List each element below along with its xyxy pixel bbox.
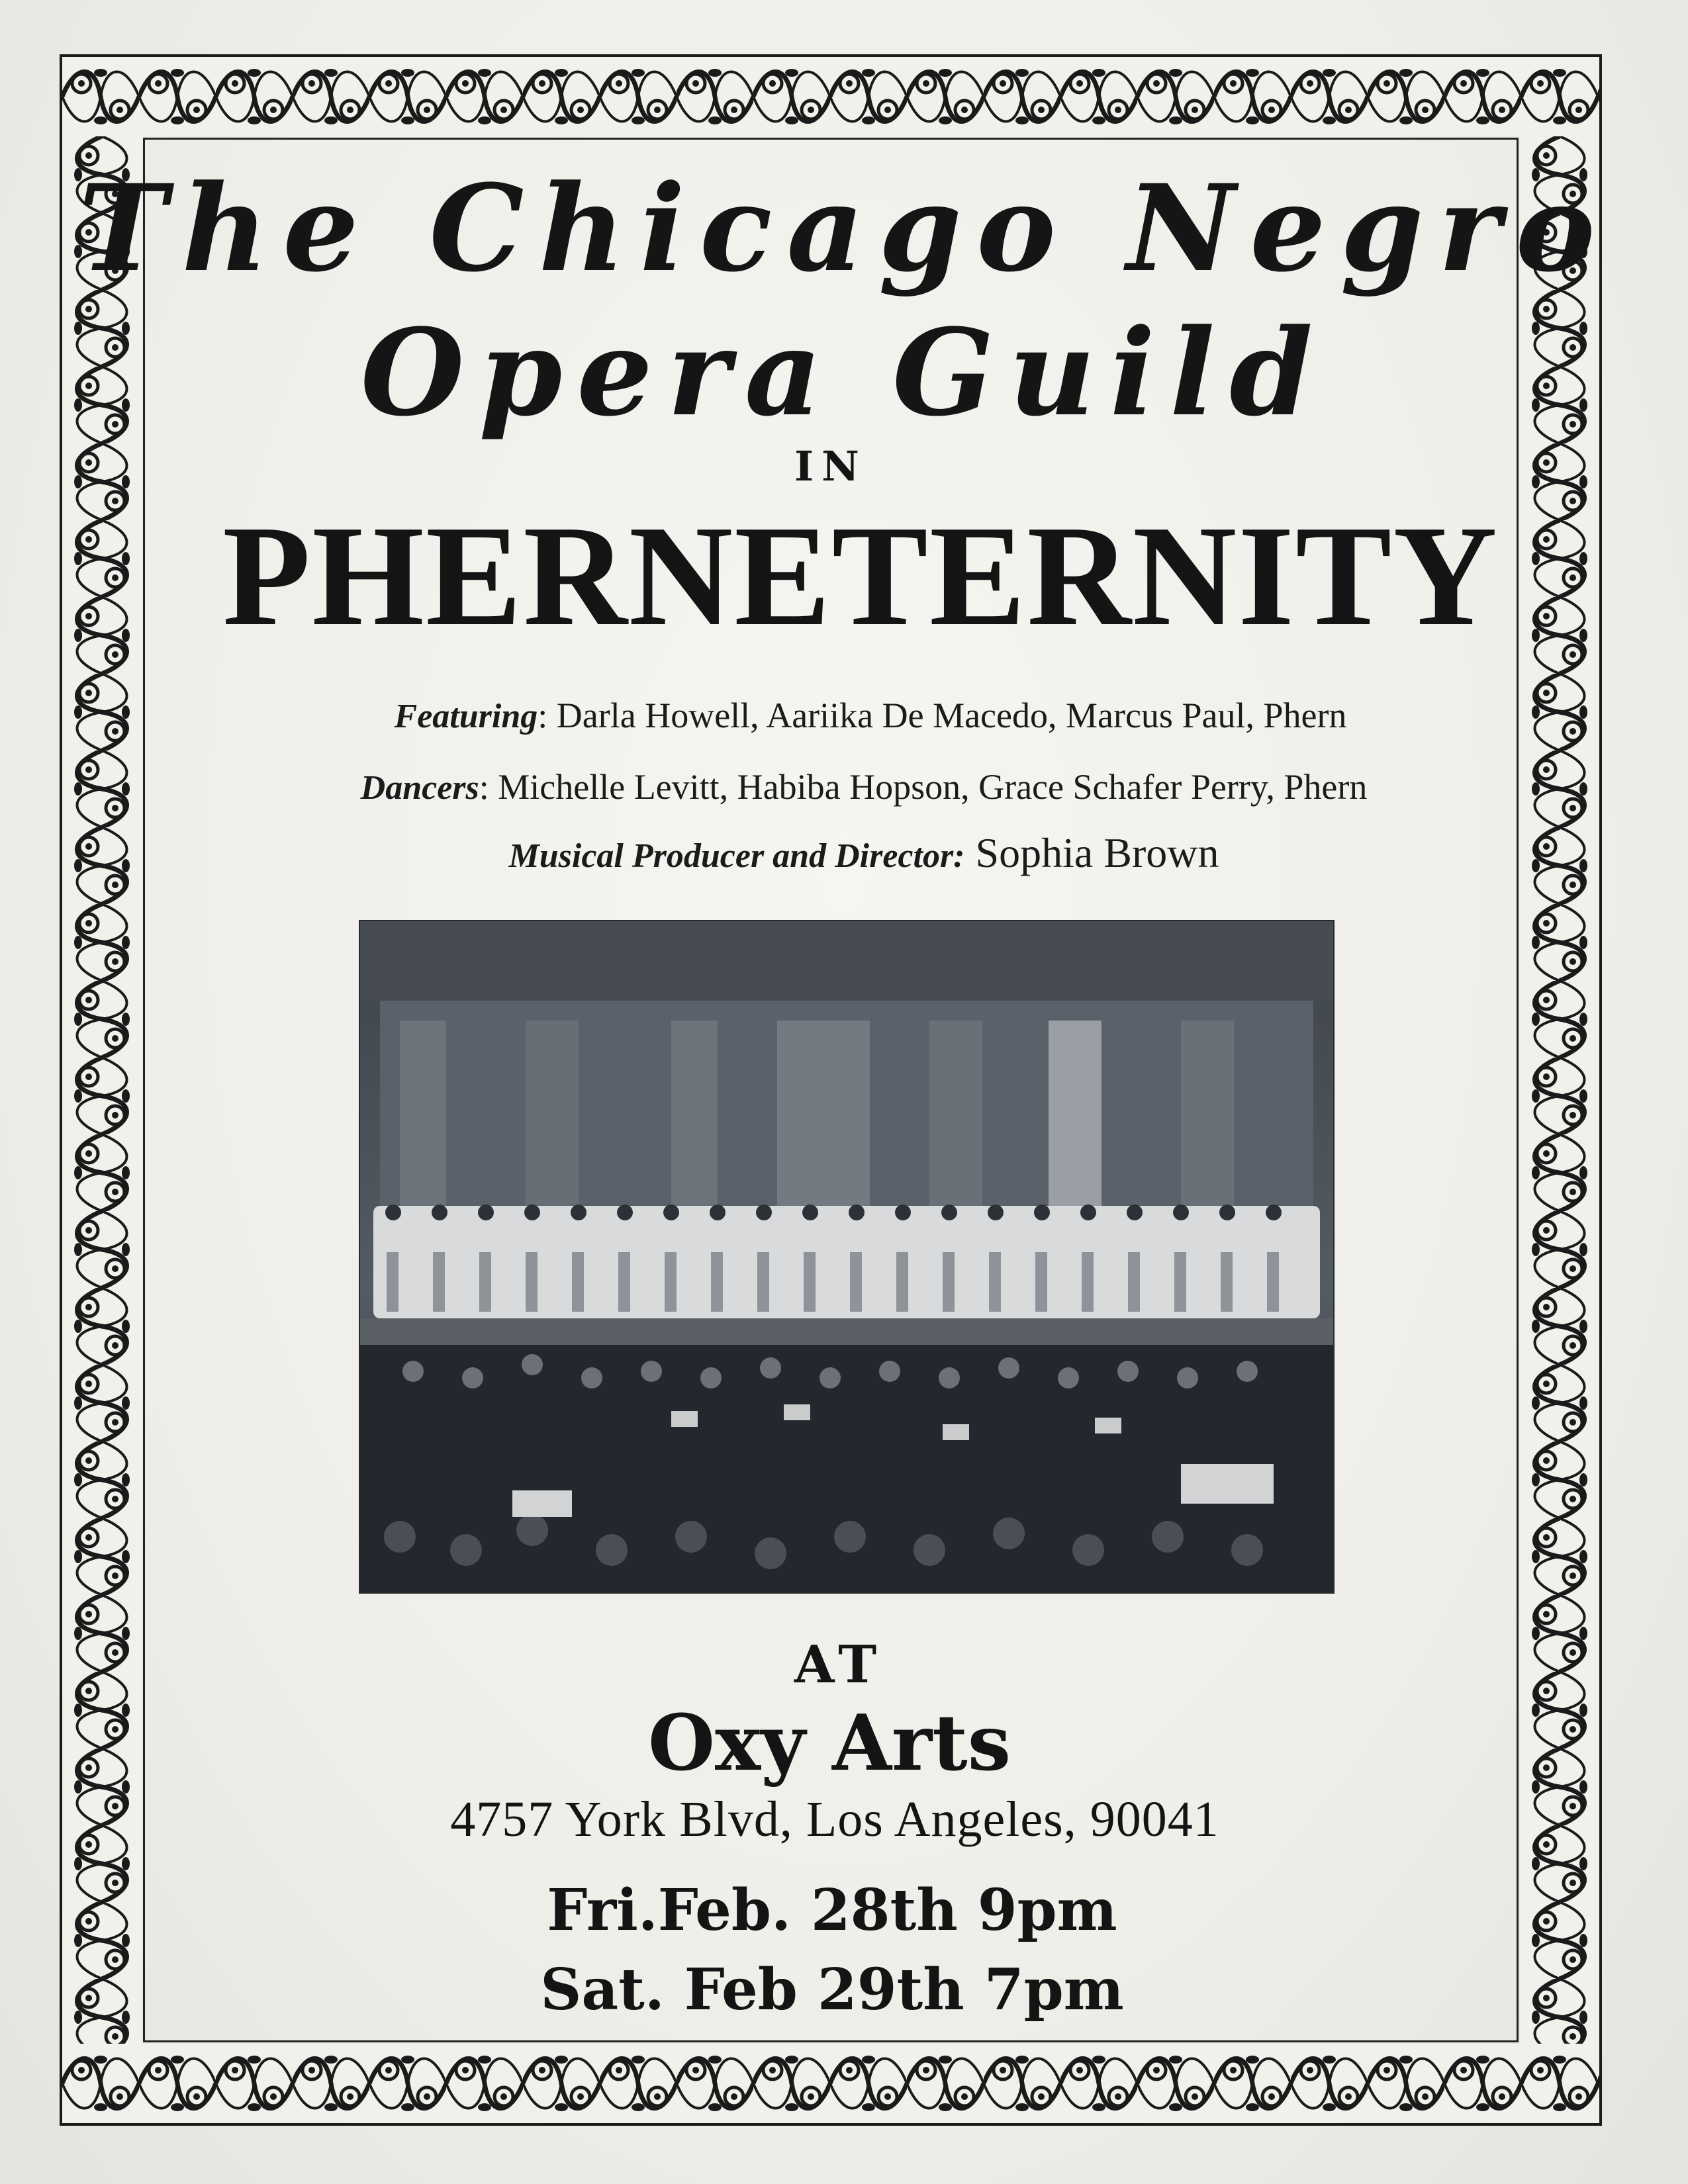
- venue-address: 4757 York Blvd, Los Angeles, 90041: [450, 1792, 1219, 1847]
- in-word: IN: [794, 442, 867, 490]
- producer-name: Sophia Brown: [964, 829, 1219, 876]
- show-title: PHERNETERNITY: [222, 496, 1499, 656]
- show-date-2: Sat. Feb 29th 7pm: [540, 1956, 1124, 2023]
- at-word: AT: [794, 1635, 884, 1695]
- producer-credit: [20, 829, 1688, 878]
- guild-name-line-2: Opera Guild: [360, 303, 1328, 443]
- guild-name-line-1: The Chicago Negro: [78, 159, 1610, 298]
- producer-label: Musical Producer and Director:: [508, 837, 965, 875]
- venue-name: Oxy Arts: [648, 1698, 1011, 1788]
- dancers-credit: [20, 766, 1688, 807]
- featuring-credit: [26, 695, 1688, 736]
- dancers-label: Dancers: [360, 769, 479, 807]
- dancers-names: : Michelle Levitt, Habiba Hopson, Grace Schafer Perry, Phern: [479, 767, 1368, 807]
- show-date-1: Fri.Feb. 28th 9pm: [547, 1877, 1117, 1944]
- featuring-label: Featuring: [394, 698, 538, 735]
- featuring-names: : Darla Howell, Aariika De Macedo, Marcus Paul, Phern: [538, 696, 1347, 735]
- opera-stage-photo: [359, 920, 1335, 1594]
